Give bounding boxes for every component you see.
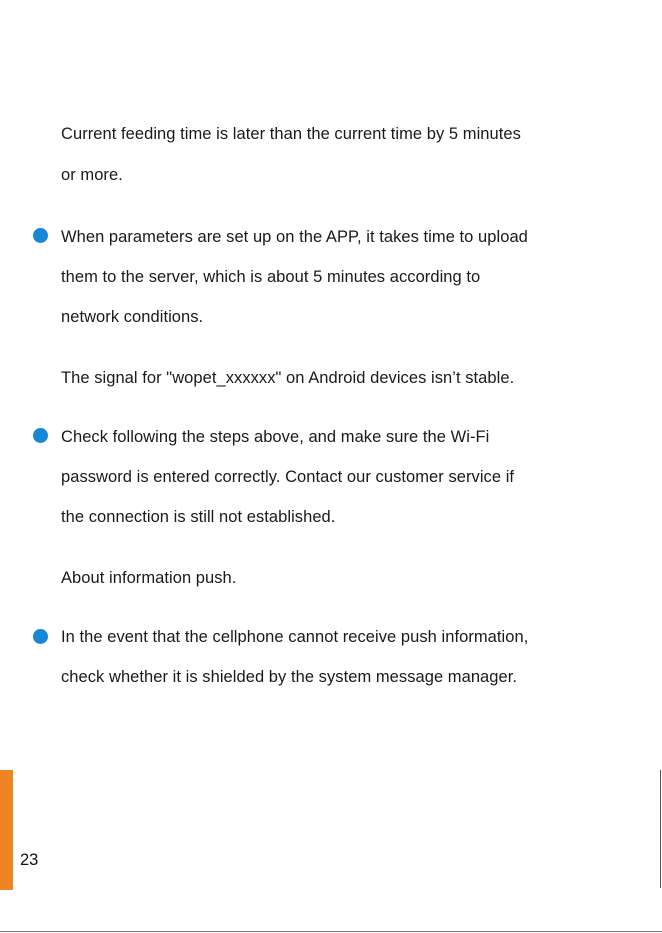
faq-question-feeding-time-line-2: or more.: [61, 166, 123, 184]
page-edge-tab: [0, 770, 13, 890]
faq-answer-push-line-1: In the event that the cellphone cannot receive push information,: [61, 628, 529, 646]
faq-answer-upload-line-2: them to the server, which is about 5 minutes according to: [61, 268, 481, 286]
faq-question-signal-line-1: The signal for "wopet_xxxxxx" on Android devices isn’t stable.: [61, 369, 515, 387]
bullet-dot-icon: [33, 228, 48, 243]
page-number: 23: [20, 851, 39, 869]
right-edge-line: [660, 770, 661, 888]
faq-question-feeding-time-line-1: Current feeding time is later than the current time by 5 minutes: [61, 125, 521, 143]
bullet-dot-icon: [33, 629, 48, 644]
faq-question-push-line-1: About information push.: [61, 569, 237, 587]
faq-answer-wifi-line-2: password is entered correctly. Contact our customer service if: [61, 468, 515, 486]
faq-answer-push-line-2: check whether it is shielded by the system message manager.: [61, 668, 518, 686]
bottom-rule: [0, 931, 662, 932]
bullet-dot-icon: [33, 428, 48, 443]
faq-answer-wifi-line-1: Check following the steps above, and make sure the Wi-Fi: [61, 428, 490, 446]
faq-answer-upload-line-1: When parameters are set up on the APP, it takes time to upload: [61, 228, 528, 246]
faq-answer-upload-line-3: network conditions.: [61, 308, 204, 326]
faq-answer-wifi-line-3: the connection is still not established.: [61, 508, 336, 526]
